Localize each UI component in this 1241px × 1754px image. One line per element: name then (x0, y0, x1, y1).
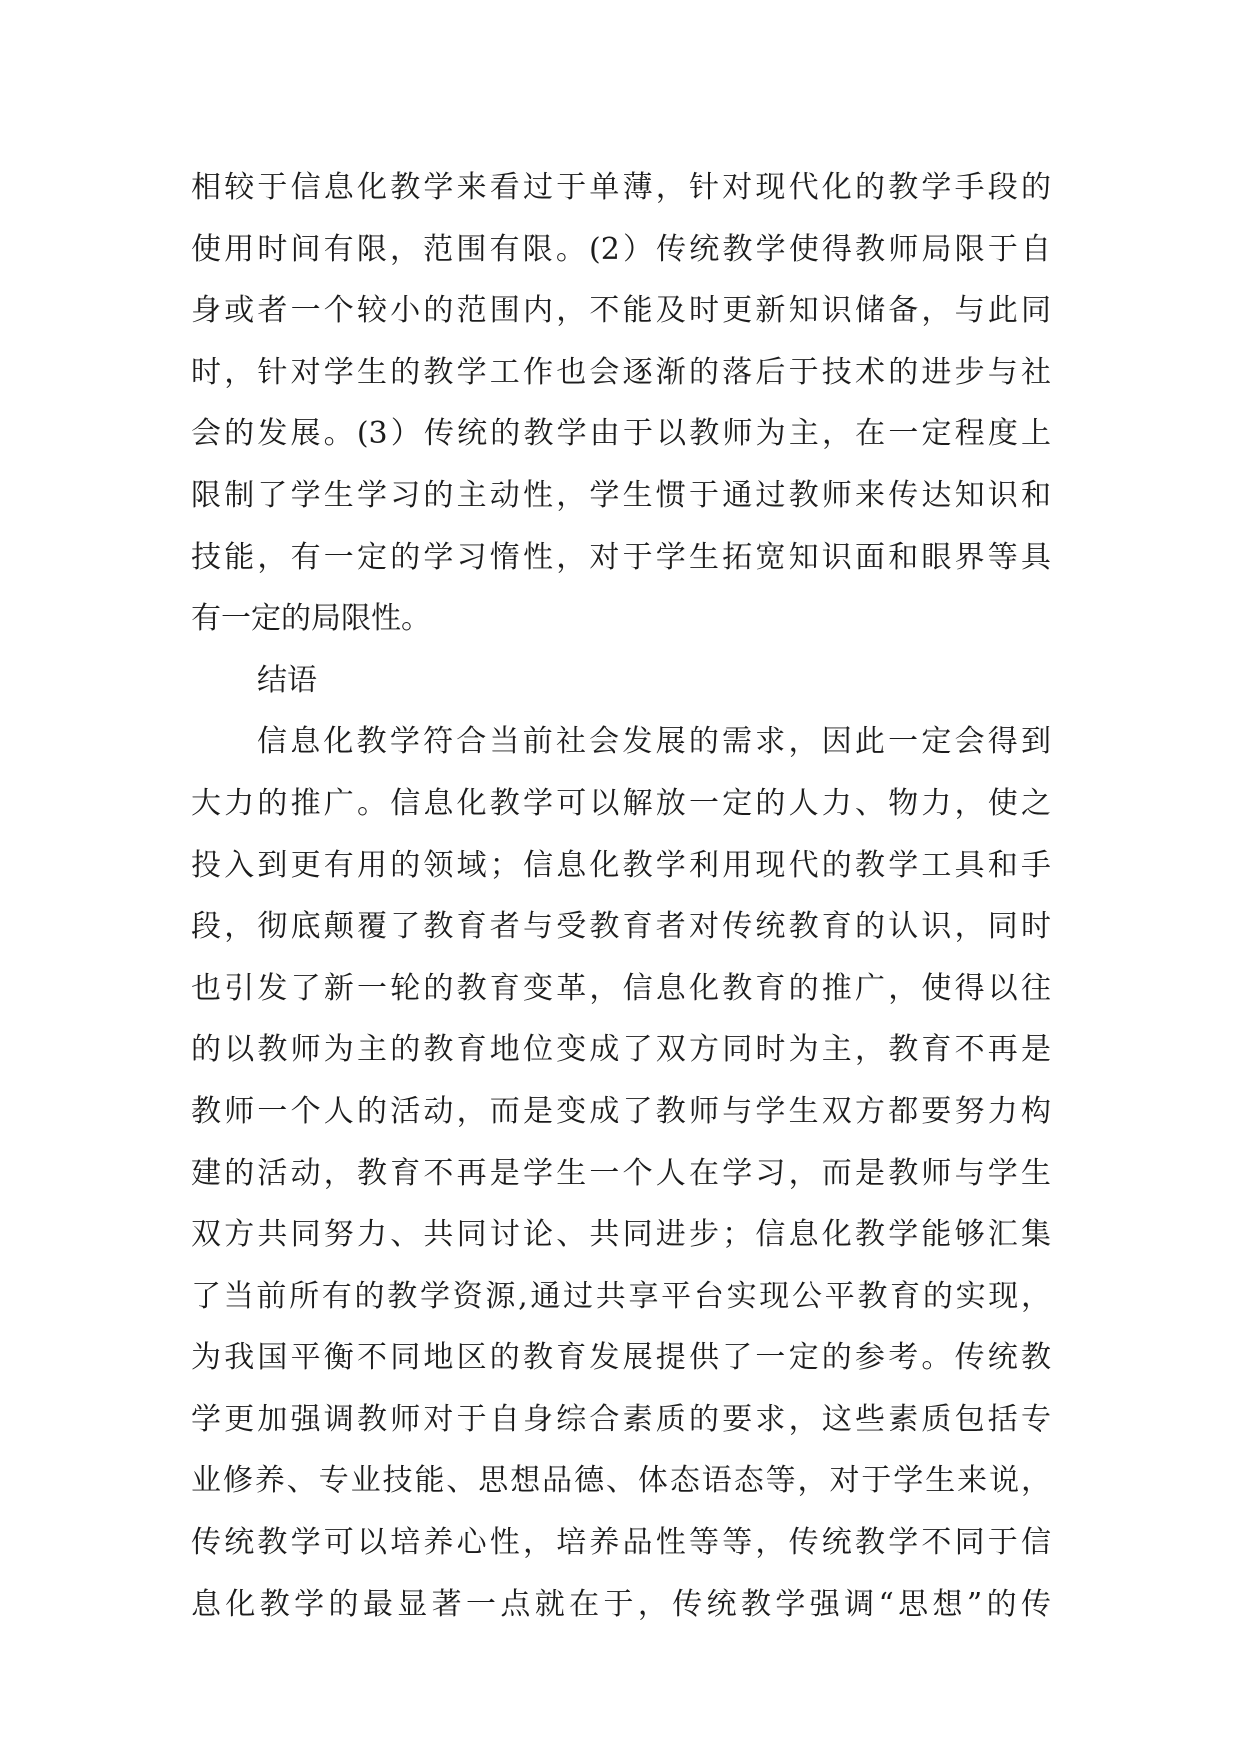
text-line: 业修养、专业技能、思想品德、体态语态等，对于学生来说， (191, 1463, 1051, 1499)
text-line: 投入到更有用的领域；信息化教学利用现代的教学工具和手 (191, 847, 1051, 883)
section-heading-conclusion: 结语 (257, 662, 317, 698)
text-line: 教师一个人的活动，而是变成了教师与学生双方都要努力构 (191, 1093, 1051, 1129)
text-line: 传统教学可以培养心性，培养品性等等，传统教学不同于信 (191, 1525, 1051, 1561)
text-line: 了当前所有的教学资源,通过共享平台实现公平教育的实现， (191, 1278, 1051, 1314)
text-line: 使用时间有限，范围有限。(2）传统教学使得教师局限于自 (191, 231, 1051, 267)
text-line: 技能，有一定的学习惰性，对于学生拓宽知识面和眼界等具 (191, 539, 1051, 575)
text-line: 有一定的局限性。 (191, 601, 431, 637)
text-line: 大力的推广。信息化教学可以解放一定的人力、物力，使之 (191, 785, 1051, 821)
text-line: 身或者一个较小的范围内，不能及时更新知识储备，与此同 (191, 293, 1051, 329)
paragraph-conclusion (191, 711, 1051, 1635)
text-line: 息化教学的最显著一点就在于，传统教学强调“思想”的传 (191, 1586, 1051, 1622)
text-line: 相较于信息化教学来看过于单薄，针对现代化的教学手段的 (191, 170, 1051, 205)
text-line: 信息化教学符合当前社会发展的需求，因此一定会得到 (257, 724, 1051, 760)
body-text (191, 157, 1051, 1635)
text-line: 学更加强调教师对于自身综合素质的要求，这些素质包括专 (191, 1401, 1051, 1437)
text-line: 建的活动，教育不再是学生一个人在学习，而是教师与学生 (191, 1155, 1051, 1191)
text-line: 限制了学生学习的主动性，学生惯于通过教师来传达知识和 (191, 477, 1051, 513)
text-line: 双方共同努力、共同讨论、共同进步；信息化教学能够汇集 (191, 1217, 1051, 1253)
text-line: 也引发了新一轮的教育变革，信息化教育的推广，使得以往 (191, 970, 1051, 1006)
text-line: 段，彻底颠覆了教育者与受教育者对传统教育的认识，同时 (191, 909, 1051, 945)
paragraph-traditional-teaching-drawbacks (191, 157, 1051, 650)
text-line: 会的发展。(3）传统的教学由于以教师为主，在一定程度上 (191, 416, 1051, 452)
text-line: 为我国平衡不同地区的教育发展提供了一定的参考。传统教 (191, 1340, 1051, 1376)
text-line: 的以教师为主的教育地位变成了双方同时为主，教育不再是 (191, 1032, 1051, 1068)
text-line: 时，针对学生的教学工作也会逐渐的落后于技术的进步与社 (191, 354, 1051, 390)
